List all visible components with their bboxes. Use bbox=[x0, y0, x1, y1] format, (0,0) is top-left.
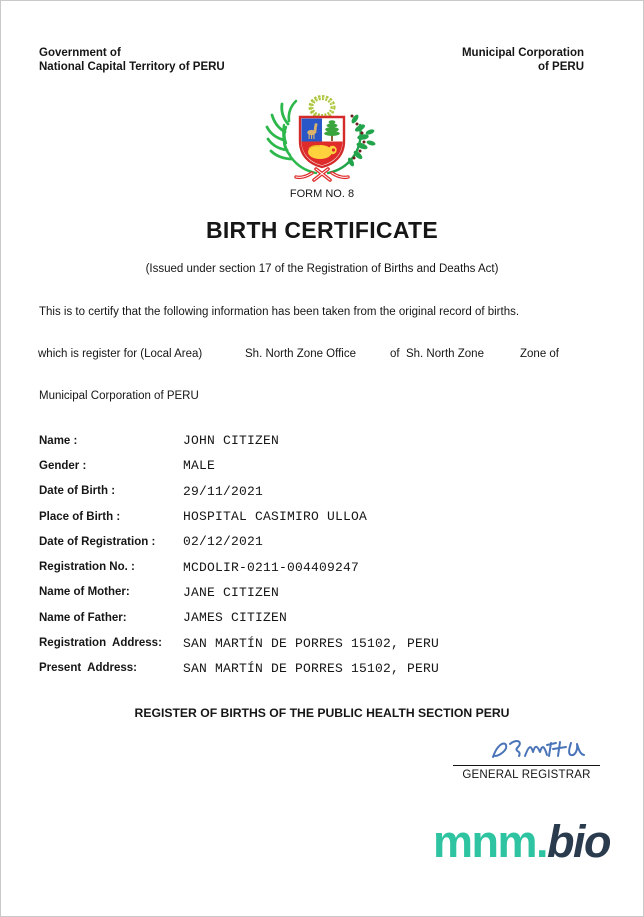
header-government-line1: Government of bbox=[39, 47, 121, 59]
municipal-corporation-line: Municipal Corporation of PERU bbox=[39, 390, 199, 402]
field-value: 02/12/2021 bbox=[183, 534, 264, 550]
field-label: Name : bbox=[39, 434, 78, 447]
field-label: Name of Mother: bbox=[39, 586, 130, 599]
registrar-signature-icon bbox=[487, 737, 587, 765]
page-title: BIRTH CERTIFICATE bbox=[205, 217, 439, 243]
general-registrar-label: GENERAL REGISTRAR bbox=[462, 769, 591, 781]
field-value: SAN MARTÍN DE PORRES 15102, PERU bbox=[183, 635, 440, 651]
field-row-date-of-birth bbox=[39, 479, 613, 504]
register-of-births-heading: REGISTER OF BIRTHS OF THE PUBLIC HEALTH SECTION PERU bbox=[134, 706, 510, 720]
logo-bio-part: bio bbox=[547, 816, 610, 867]
field-label: Place of Birth : bbox=[39, 510, 121, 523]
field-row-registration-no bbox=[39, 554, 613, 579]
field-row-date-of-registration bbox=[39, 529, 613, 554]
peru-coat-of-arms-icon bbox=[262, 95, 382, 192]
field-label: Registration No. : bbox=[39, 561, 135, 574]
field-value: JANE CITIZEN bbox=[183, 584, 280, 600]
register-line-label: which is register for (Local Area) bbox=[38, 348, 203, 360]
field-label: Registration Address: bbox=[39, 637, 162, 650]
field-label: Name of Father: bbox=[39, 611, 127, 624]
mnm-bio-logo bbox=[433, 816, 610, 867]
header-government-line2: National Capital Territory of PERU bbox=[39, 60, 225, 73]
certificate-fields bbox=[39, 428, 613, 681]
form-number: FORM NO. 8 bbox=[289, 188, 355, 200]
field-label: Present Address: bbox=[39, 662, 137, 675]
header-municipal bbox=[462, 47, 584, 74]
field-label: Date of Registration : bbox=[39, 535, 156, 548]
field-value: 29/11/2021 bbox=[183, 483, 264, 499]
field-row-gender bbox=[39, 453, 613, 478]
field-label: Date of Birth : bbox=[39, 485, 116, 498]
field-row-name bbox=[39, 428, 613, 453]
field-row-registration-address bbox=[39, 630, 613, 655]
field-value: SAN MARTÍN DE PORRES 15102, PERU bbox=[183, 660, 440, 676]
header-municipal-line1: Municipal Corporation bbox=[461, 47, 584, 59]
header-government bbox=[39, 47, 225, 74]
title-subtext: (Issued under section 17 of the Registration of Births and Deaths Act) bbox=[145, 263, 499, 275]
field-label: Gender : bbox=[39, 459, 87, 472]
register-office-value: Sh. North Zone Office bbox=[245, 348, 357, 360]
field-value: MCDOLIR-0211-004409247 bbox=[183, 559, 360, 575]
field-value: JAMES CITIZEN bbox=[183, 610, 288, 626]
field-value: JOHN CITIZEN bbox=[183, 433, 280, 449]
field-value: HOSPITAL CASIMIRO ULLOA bbox=[183, 509, 368, 525]
logo-mnm-part: mnm. bbox=[433, 816, 548, 867]
field-row-father-name bbox=[39, 605, 613, 630]
certify-statement: This is to certify that the following information has been taken from the original record of births. bbox=[39, 306, 520, 318]
field-row-place-of-birth bbox=[39, 504, 613, 529]
registrar-signature-block bbox=[453, 737, 600, 781]
field-row-present-address bbox=[39, 656, 613, 681]
register-zone-of-label: Zone of bbox=[520, 348, 559, 360]
field-value: MALE bbox=[183, 458, 216, 474]
register-zone-value: of Sh. North Zone bbox=[390, 348, 484, 360]
header-municipal-line2: of PERU bbox=[538, 60, 584, 73]
field-row-mother-name bbox=[39, 580, 613, 605]
